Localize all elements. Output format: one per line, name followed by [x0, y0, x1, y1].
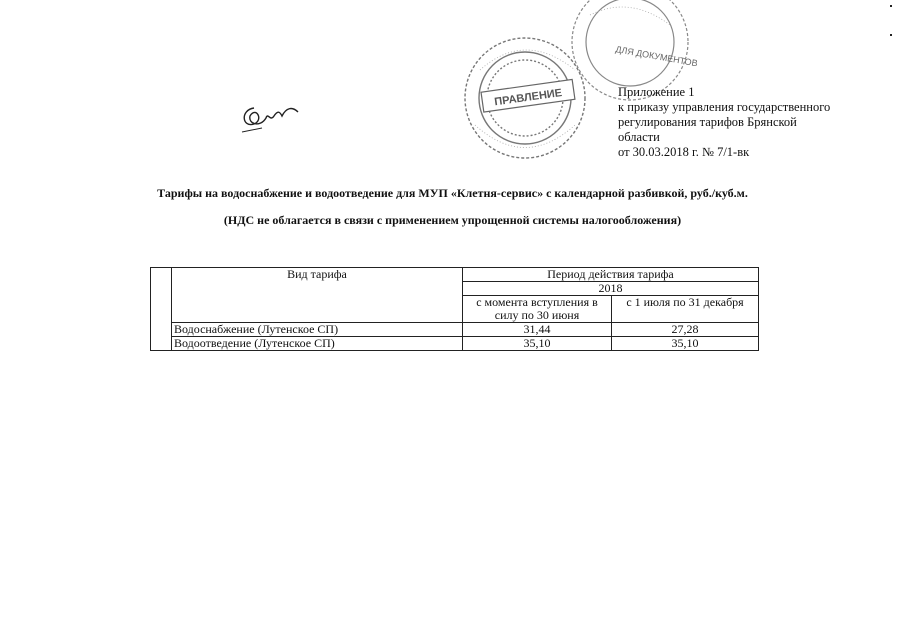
header-year: 2018 — [463, 282, 759, 296]
table-row — [151, 323, 759, 337]
row-value-2: 27,28 — [612, 323, 759, 337]
appendix-line-4: области — [618, 130, 660, 144]
header-tariff-type: Вид тарифа — [172, 268, 463, 323]
appendix-line-1: Приложение 1 — [618, 85, 695, 99]
document-title: Тарифы на водоснабжение и водоотведение для МУП «Клетня-сервис» с календарной разбивкой, руб./куб.м. — [157, 186, 748, 200]
stamp-center-text: ПРАВЛЕНИЕ — [493, 87, 563, 109]
row-value-1: 31,44 — [463, 323, 612, 337]
row-value-2: 35,10 — [612, 337, 759, 351]
row-value-1: 35,10 — [463, 337, 612, 351]
tariff-table — [150, 267, 759, 351]
stamp-small-text: ДЛЯ ДОКУМЕНТОВ — [614, 44, 699, 69]
document-subtitle: (НДС не облагается в связи с применением упрощенной системы налогообложения) — [223, 213, 682, 227]
table-row — [151, 337, 759, 351]
row-name: Водоснабжение (Лутенское СП) — [172, 323, 463, 337]
header-period-1: с момента вступления в силу по 30 июня — [463, 296, 612, 323]
appendix-block — [618, 85, 830, 160]
table-header-row — [151, 268, 759, 282]
signature — [236, 98, 306, 138]
row-name: Водоотведение (Лутенское СП) — [172, 337, 463, 351]
header-period-2: с 1 июля по 31 декабря — [612, 296, 759, 323]
appendix-line-2: к приказу управления государственного — [618, 100, 831, 114]
appendix-line-3: регулирования тарифов Брянской — [618, 115, 797, 129]
header-period: Период действия тарифа — [463, 268, 759, 282]
appendix-line-5: от 30.03.2018 г. № 7/1-вк — [618, 145, 750, 159]
